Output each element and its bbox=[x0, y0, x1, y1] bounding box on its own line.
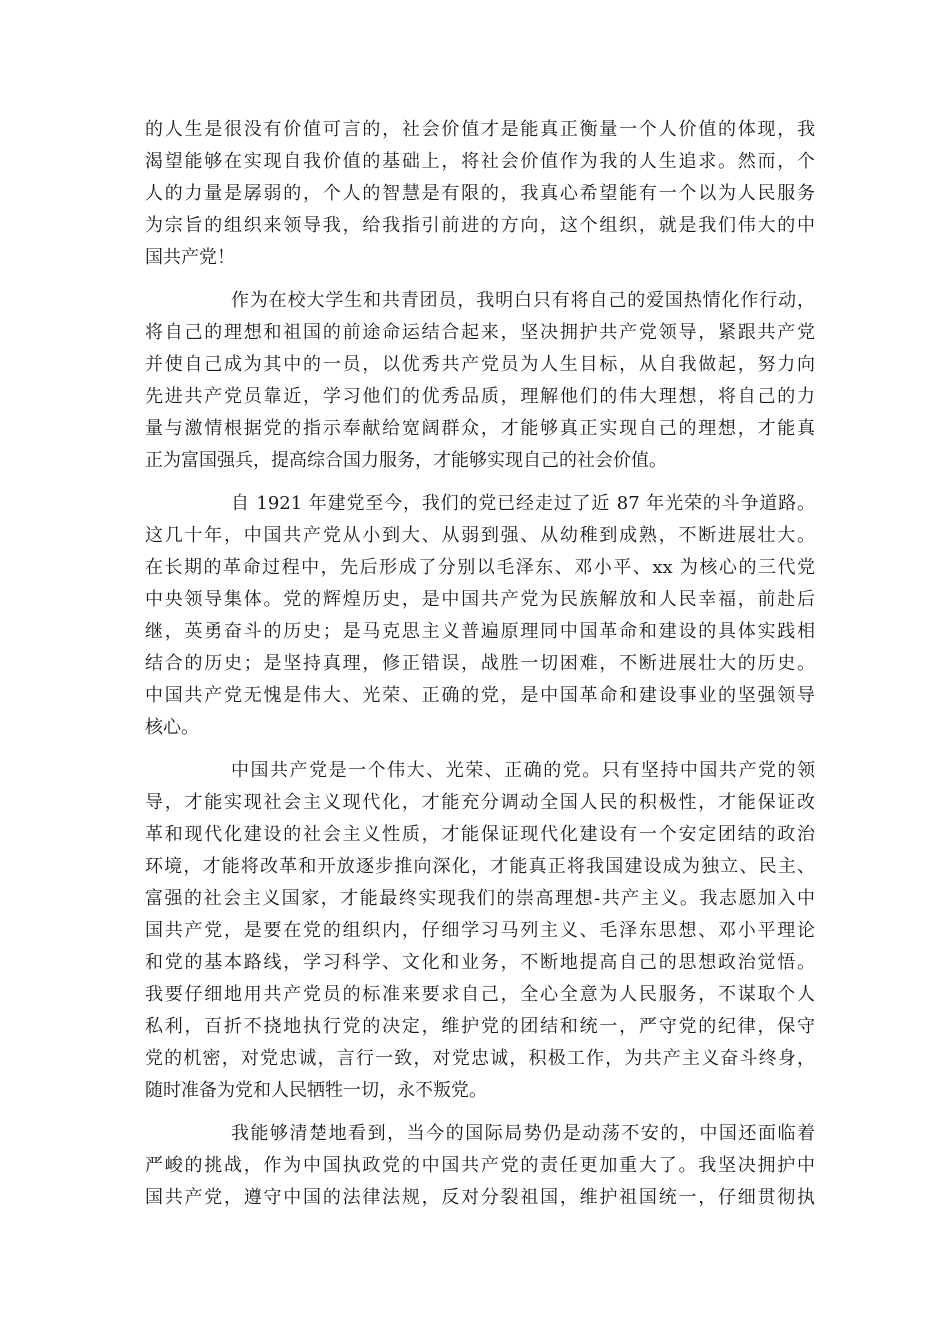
text-line: 人的力量是孱弱的，个人的智慧是有限的，我真心希望能有一个以为人民服务 bbox=[145, 183, 815, 204]
text-line: 在长期的革命过程中，先后形成了分别以毛泽东、邓小平、xx 为核心的三代党 bbox=[145, 557, 815, 578]
text-line: 国共产党！ bbox=[145, 247, 235, 268]
text-line: 国共产党，是要在党的组织内，仔细学习马列主义、毛泽东思想、邓小平理论 bbox=[145, 920, 815, 941]
text-line: 中国共产党无愧是伟大、光荣、正确的党，是中国革命和建设事业的坚强领导 bbox=[145, 685, 815, 706]
text-line: 的人生是很没有价值可言的，社会价值才是能真正衡量一个人价值的体现，我 bbox=[145, 119, 815, 140]
text-line: 党的机密，对党忠诚，言行一致，对党忠诚，积极工作，为共产主义奋斗终身， bbox=[145, 1048, 815, 1069]
text-line: 严峻的挑战，作为中国执政党的中国共产党的责任更加重大了。我坚决拥护中 bbox=[145, 1155, 815, 1176]
paragraph-2 bbox=[145, 285, 815, 477]
text-line: 量与激情根据党的指示奉献给宽阔群众，才能够真正实现自己的理想，才能真 bbox=[145, 418, 815, 439]
text-line: 中国共产党是一个伟大、光荣、正确的党。只有坚持中国共产党的领 bbox=[231, 760, 815, 781]
text-line: 自 1921 年建党至今，我们的党已经走过了近 87 年光荣的斗争道路。 bbox=[231, 493, 815, 514]
text-line: 并使自己成为其中的一员，以优秀共产党员为人生目标，从自我做起，努力向 bbox=[145, 354, 815, 375]
paragraph-1 bbox=[145, 114, 815, 274]
text-line: 为宗旨的组织来领导我，给我指引前进的方向，这个组织，就是我们伟大的中 bbox=[145, 215, 815, 236]
paragraph-5 bbox=[145, 1118, 815, 1214]
text-line: 私利，百折不挠地执行党的决定，维护党的团结和统一，严守党的纪律，保守 bbox=[145, 1016, 815, 1037]
text-line: 导，才能实现社会主义现代化，才能充分调动全国人民的积极性，才能保证改 bbox=[145, 792, 815, 813]
text-line: 和党的基本路线，学习科学、文化和业务，不断地提高自己的思想政治觉悟。 bbox=[145, 952, 815, 973]
text-line: 革和现代化建设的社会主义性质，才能保证现代化建设有一个安定团结的政治 bbox=[145, 824, 815, 845]
text-line: 正为富国强兵，提高综合国力服务，才能够实现自己的社会价值。 bbox=[145, 450, 667, 471]
text-line: 我能够清楚地看到，当今的国际局势仍是动荡不安的，中国还面临着 bbox=[231, 1123, 815, 1144]
text-line: 我要仔细地用共产党员的标准来要求自己，全心全意为人民服务，不谋取个人 bbox=[145, 984, 815, 1005]
text-line: 随时准备为党和人民牺牲一切，永不叛党。 bbox=[145, 1080, 487, 1101]
document-page bbox=[145, 114, 815, 1225]
text-line: 核心。 bbox=[145, 717, 199, 738]
paragraph-3 bbox=[145, 488, 815, 744]
text-line: 环境，才能将改革和开放逐步推向深化，才能真正将我国建设成为独立、民主、 bbox=[145, 856, 815, 877]
text-line: 继，英勇奋斗的历史；是马克思主义普遍原理同中国革命和建设的具体实践相 bbox=[145, 621, 815, 642]
text-line: 国共产党，遵守中国的法律法规，反对分裂祖国，维护祖国统一，仔细贯彻执 bbox=[145, 1187, 815, 1208]
text-line: 将自己的理想和祖国的前途命运结合起来，坚决拥护共产党领导，紧跟共产党 bbox=[145, 322, 815, 343]
text-line: 作为在校大学生和共青团员，我明白只有将自己的爱国热情化作行动， bbox=[231, 290, 815, 311]
text-line: 先进共产党员靠近，学习他们的优秀品质，理解他们的伟大理想，将自己的力 bbox=[145, 386, 815, 407]
text-line: 富强的社会主义国家，才能最终实现我们的崇高理想-共产主义。我志愿加入中 bbox=[145, 888, 815, 909]
text-line: 渴望能够在实现自我价值的基础上，将社会价值作为我的人生追求。然而，个 bbox=[145, 151, 815, 172]
text-line: 结合的历史；是坚持真理，修正错误，战胜一切困难，不断进展壮大的历史。 bbox=[145, 653, 815, 674]
text-line: 中央领导集体。党的辉煌历史，是中国共产党为民族解放和人民幸福，前赴后 bbox=[145, 589, 815, 610]
paragraph-4 bbox=[145, 755, 815, 1107]
text-line: 这几十年，中国共产党从小到大、从弱到强、从幼稚到成熟，不断进展壮大。 bbox=[145, 525, 815, 546]
